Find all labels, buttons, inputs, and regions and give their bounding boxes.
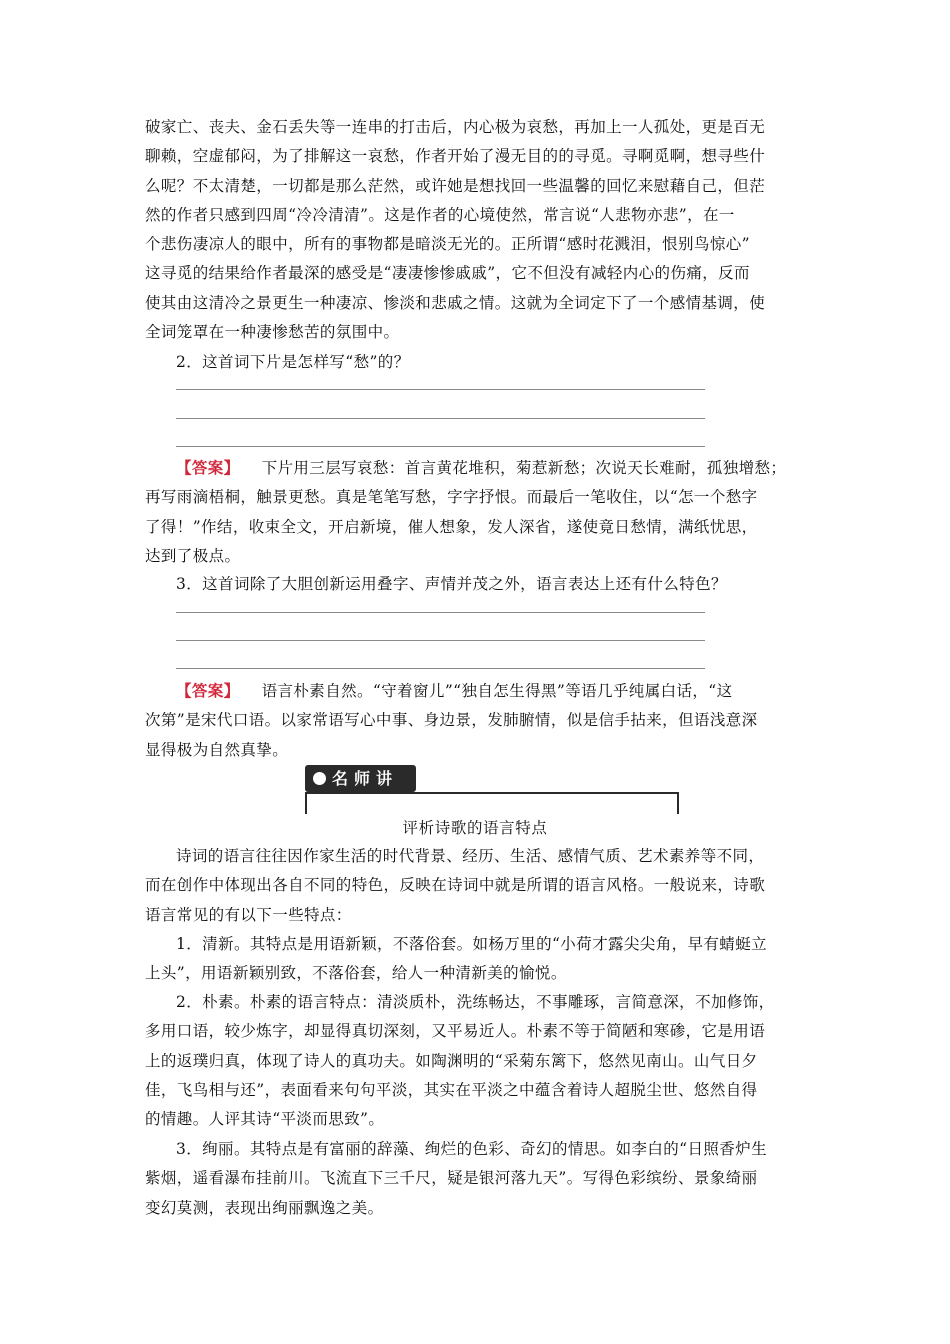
- text-line: 这寻觅的结果给作者最深的感受是“凄凄惨惨戚戚”，它不但没有减轻内心的伤痛，反而: [145, 264, 750, 283]
- body-paragraph: [145, 1135, 821, 1223]
- answer-3: [145, 676, 821, 765]
- text-line: 紫烟，遥看瀑布挂前川。飞流直下三千尺，疑是银河落九天”。写得色彩缤纷、景象绮丽: [145, 1169, 758, 1188]
- text-line: 多用口语，较少炼字，却显得真切深刻，又平易近人。朴素不等于简陋和寒碜，它是用语: [145, 1022, 766, 1041]
- text-line: 2．朴素。朴素的语言特点：清淡质朴，洗练畅达，不事雕琢，言简意深，不加修饰，: [176, 993, 775, 1011]
- text-line: 语言常见的有以下一些特点：: [145, 905, 352, 924]
- section-banner: [305, 765, 416, 815]
- text-line: 聊赖，空虚郁闷，为了排解这一哀愁，作者开始了漫无目的的寻觅。寻啊觅啊，想寻些什: [145, 147, 766, 166]
- answer-line: [176, 418, 705, 419]
- question-3: [145, 570, 852, 599]
- text-line: 上头”，用语新颖别致，不落俗套，给人一种清新美的愉悦。: [145, 964, 567, 983]
- answer-line: [176, 446, 705, 447]
- text-line: 的情趣。人评其诗“平淡而思致”。: [145, 1110, 385, 1129]
- answer-line: [176, 612, 705, 613]
- text-line: 上的返璞归真，体现了诗人的真功夫。如陶渊明的“采菊东篱下，悠然见南山。山气日夕: [145, 1051, 758, 1070]
- text-line: 了得！”作结，收束全文，开启新境，催人想象，发人深省，遂使竟日愁情，满纸忧思，: [145, 517, 758, 536]
- text-line: 语言朴素自然。“守着窗儿”“独自怎生得黑”等语几乎纯属白话，“这: [261, 682, 733, 700]
- text-line: 而在创作中体现出各自不同的特色，反映在诗词中就是所谓的语言风格。一般说来，诗歌: [145, 876, 766, 895]
- text-line: 达到了极点。: [145, 546, 241, 565]
- banner-label: 名师讲坛: [305, 769, 399, 815]
- text-line: 再写雨滴梧桐，触景更愁。真是笔笔写愁，字字抒恨。而最后一笔收住，以“怎一个愁字: [145, 488, 758, 507]
- body-paragraph: [145, 842, 821, 930]
- text-line: 然的作者只感到四周“冷冷清清”。这是作者的心境使然，常言说“人悲物亦悲”，在一: [145, 205, 735, 224]
- text-line: 3．绚丽。其特点是有富丽的辞藻、绚烂的色彩、奇幻的情思。如李白的“日照香炉生: [176, 1140, 767, 1158]
- intro-paragraph: [145, 113, 821, 347]
- text-line: 下片用三层写哀愁：首言黄花堆积，菊惹新愁；次说天长难耐，孤独增愁；: [261, 459, 787, 477]
- bullet-dot-icon: [313, 772, 326, 785]
- answer-label: 【答案】: [176, 458, 240, 477]
- question-2: [145, 348, 852, 377]
- text-line: 佳，飞鸟相与还”，表面看来句句平淡，其实在平淡之中蕴含着诗人超脱尘世、悠然自得: [145, 1080, 758, 1099]
- text-line: 么呢？不太清楚，一切都是那么茫然，或许她是想找回一些温馨的回忆来慰藉自己，但茫: [145, 176, 766, 195]
- body-paragraph: [145, 988, 821, 1134]
- body-paragraph: [145, 930, 821, 989]
- section-subtitle: 评析诗歌的语言特点: [402, 819, 548, 837]
- text-line: 1．清新。其特点是用语新颖，不落俗套。如杨万里的“小荷才露尖尖角，早有蜻蜓立: [176, 935, 767, 953]
- answer-line: [176, 668, 705, 669]
- text-line: 使其由这清冷之景更生一种凄凉、惨淡和悲戚之情。这就为全词定下了一个感情基调，使: [145, 293, 766, 312]
- question-text: 3．这首词除了大胆创新运用叠字、声情并茂之外，语言表达上还有什么特色？: [176, 575, 727, 593]
- answer-2: [145, 453, 821, 571]
- answer-line: [176, 389, 705, 390]
- text-line: 个悲伤凄凉人的眼中，所有的事物都是暗淡无光的。正所谓“感时花溅泪，恨别鸟惊心”: [145, 235, 750, 254]
- text-line: 全词笼罩在一种凄惨愁苦的氛围中。: [145, 323, 400, 342]
- text-line: 变幻莫测，表现出绚丽飘逸之美。: [145, 1198, 384, 1217]
- text-line: 次第”是宋代口语。以家常语写心中事、身边景，发肺腑情，似是信手拈来，但语浅意深: [145, 711, 758, 730]
- text-line: 破家亡、丧夫、金石丢失等一连串的打击后，内心极为哀愁，再加上一人孤处，更是百无: [145, 118, 766, 136]
- answer-label: 【答案】: [176, 681, 240, 700]
- text-line: 显得极为自然真挚。: [145, 740, 289, 759]
- text-line: 诗词的语言往往因作家生活的时代背景、经历、生活、感情气质、艺术素养等不同，: [176, 847, 765, 865]
- section-bracket: [305, 792, 679, 814]
- answer-line: [176, 640, 705, 641]
- question-text: 2．这首词下片是怎样写“愁”的？: [176, 353, 410, 371]
